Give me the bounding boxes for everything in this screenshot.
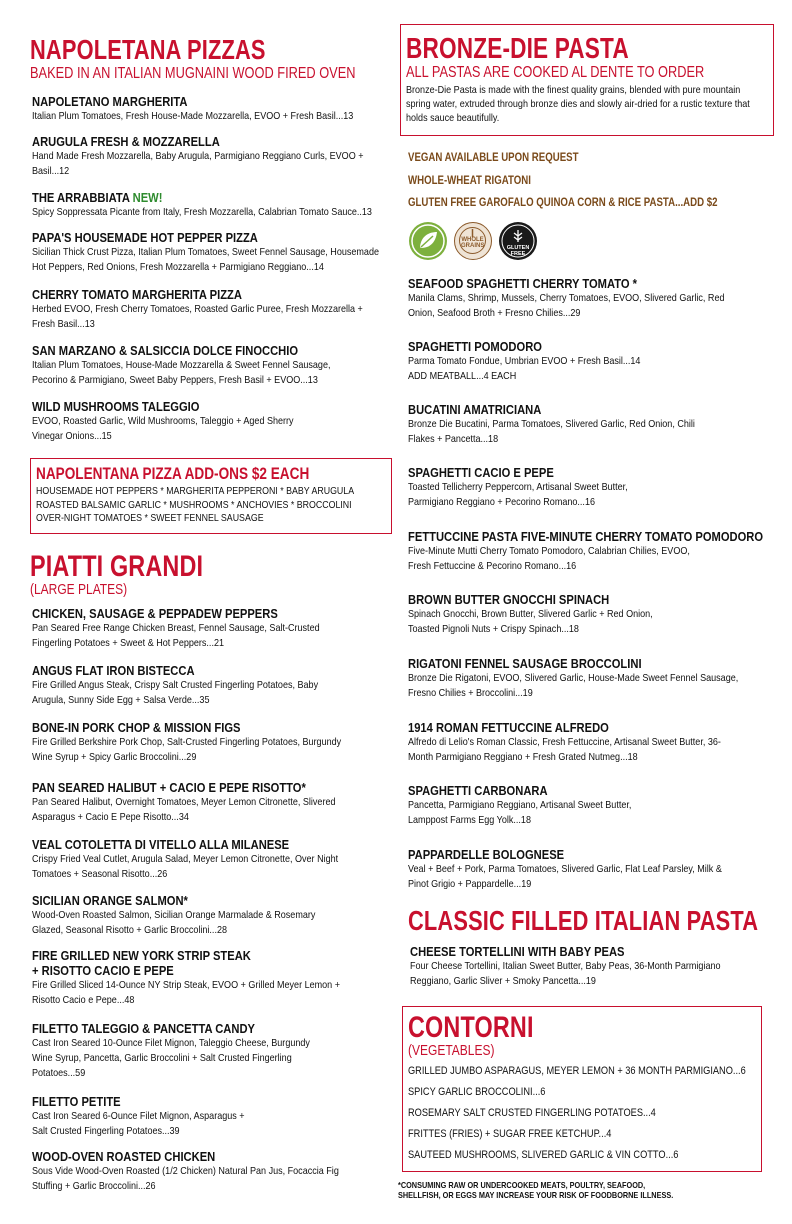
menu-item	[408, 465, 658, 510]
menu-item	[32, 720, 346, 765]
item-name: PAN SEARED HALIBUT + CACIO E PEPE RISOTTO*	[32, 780, 306, 795]
contorni-title: CONTORNI	[408, 1011, 534, 1044]
item-name-line2: + RISOTTO CACIO E PEPE	[32, 963, 174, 978]
gluten-free-icon	[499, 222, 537, 260]
item-name: SPAGHETTI CARBONARA	[408, 783, 548, 798]
note-gluten-free: GLUTEN FREE GAROFALO QUINOA CORN & RICE PASTA...ADD $2	[408, 197, 718, 209]
menu-item	[408, 720, 738, 765]
menu-item	[32, 663, 350, 708]
note-vegan: VEGAN AVAILABLE UPON REQUEST	[408, 152, 579, 164]
menu-item	[408, 656, 764, 701]
item-name: FILETTO PETITE	[32, 1094, 121, 1109]
item-desc: Hand Made Fresh Mozzarella, Baby Arugula, Parmigiano Reggiano Curls, EVOO + Basil...12	[32, 150, 364, 177]
item-desc: Bronze Die Bucatini, Parma Tomatoes, Slivered Garlic, Red Onion, Chili Flakes + Pancetta...18	[408, 418, 695, 445]
contorni-subtitle: (VEGETABLES)	[408, 1042, 495, 1059]
item-name: BROWN BUTTER GNOCCHI SPINACH	[408, 592, 610, 607]
pasta-note	[408, 197, 776, 209]
pasta-title: BRONZE-DIE PASTA	[406, 33, 629, 65]
addons-line: OVER-NIGHT TOMATOES * SWEET FENNEL SAUSAGE	[36, 512, 264, 524]
pasta-intro: Bronze-Die Pasta is made with the finest quality grains, blended with pure mountain spring water, extruded through bronze dies and slowly air-dried for a rustic texture that holds sauce beautifully.	[406, 84, 750, 124]
item-desc: Herbed EVOO, Fresh Cherry Tomatoes, Roasted Garlic Puree, Fresh Mozzarella + Fresh Basil...13	[32, 303, 363, 330]
item-desc: Cast Iron Seared 10-Ounce Filet Mignon, Taleggio Cheese, Burgundy Wine Syrup, Pancetta, Garlic Broccolini + Salt Crusted Fingerling Potatoes...59	[32, 1037, 310, 1079]
item-desc: Manila Clams, Shrimp, Mussels, Cherry Tomatoes, EVOO, Slivered Garlic, Red Onion, Seafood Broth + Fresno Chilies...29	[408, 292, 725, 319]
item-name: SPAGHETTI CACIO E PEPE	[408, 465, 554, 480]
item-name: SICILIAN ORANGE SALMON*	[32, 893, 188, 908]
item-name: ARUGULA FRESH & MOZZARELLA	[32, 134, 220, 149]
gluten-free-label: GLUTEN FREE	[506, 245, 530, 257]
item-name: FILETTO TALEGGIO & PANCETTA CANDY	[32, 1021, 255, 1036]
contorni-item: FRITTES (FRIES) + SUGAR FREE KETCHUP...4	[408, 1128, 612, 1140]
item-name: BONE-IN PORK CHOP & MISSION FIGS	[32, 720, 241, 735]
napoletana-section	[30, 36, 437, 82]
vegan-leaf-icon	[409, 222, 447, 260]
pasta-note	[408, 175, 554, 187]
menu-item	[408, 847, 738, 892]
item-desc: Fire Grilled Angus Steak, Crispy Salt Crusted Fingerling Potatoes, Baby Arugula, Sunny Side Egg + Salsa Verde...35	[32, 679, 319, 706]
menu-item	[32, 606, 342, 651]
item-name: VEAL COTOLETTA DI VITELLO ALLA MILANESE	[32, 837, 290, 852]
item-name-text: THE ARRABBIATA	[32, 190, 130, 205]
food-safety-disclaimer	[398, 1180, 718, 1200]
item-desc: Pan Seared Free Range Chicken Breast, Fennel Sausage, Salt-Crusted Fingerling Potatoes + Sweet & Hot Peppers...21	[32, 622, 320, 649]
item-desc: Cast Iron Seared 6-Ounce Filet Mignon, Asparagus + Salt Crusted Fingerling Potatoes...39	[32, 1110, 245, 1137]
whole-grain-stamp-icon	[454, 222, 492, 260]
napoletana-subtitle: BAKED IN AN ITALIAN MUGNAINI WOOD FIRED OVEN	[30, 65, 356, 82]
menu-item	[32, 1021, 320, 1081]
item-addon: ADD MEATBALL...4 EACH	[408, 370, 517, 382]
addons-line: ROASTED BALSAMIC GARLIC * MUSHROOMS * ANCHOVIES * BROCCOLINI	[36, 498, 352, 511]
item-name: SAN MARZANO & SALSICCIA DOLCE FINOCCHIO	[32, 343, 299, 358]
item-desc: Four Cheese Tortellini, Italian Sweet Butter, Baby Peas, 36-Month Parmigiano Reggiano, Garlic Sliver + Smoky Pancetta...19	[410, 960, 721, 987]
menu-item	[32, 134, 372, 179]
contorni-item: SPICY GARLIC BROCCOLINI...6	[408, 1086, 546, 1098]
addons-title: NAPOLENTANA PIZZA ADD-ONS $2 EACH	[36, 464, 310, 483]
pasta-subtitle: ALL PASTAS ARE COOKED AL DENTE TO ORDER	[406, 64, 705, 81]
item-desc: Pancetta, Parmigiano Reggiano, Artisanal Sweet Butter, Lamppost Farms Egg Yolk...18	[408, 799, 632, 826]
item-desc: Pan Seared Halibut, Overnight Tomatoes, Meyer Lemon Citronette, Slivered Asparagus + Cacio E Pepe Risotto...34	[32, 796, 336, 823]
item-name: CHERRY TOMATO MARGHERITA PIZZA	[32, 287, 242, 302]
menu-item	[32, 1149, 348, 1194]
item-desc: Sicilian Thick Crust Pizza, Italian Plum Tomatoes, Sweet Fennel Sausage, Housemade Hot Peppers, Red Onions, Fresh Mozzarella + Parmigiano Reggiano...14	[32, 246, 379, 273]
item-desc: Bronze Die Rigatoni, EVOO, Slivered Garlic, House-Made Sweet Fennel Sausage, Fresno Chilies + Broccolini...19	[408, 672, 739, 699]
item-desc: Spinach Gnocchi, Brown Butter, Slivered Garlic + Red Onion, Toasted Pignoli Nuts + Crispy Spinach...18	[408, 608, 653, 635]
pasta-note	[408, 152, 611, 164]
item-name: FETTUCCINE PASTA FIVE-MINUTE CHERRY TOMATO POMODORO	[408, 529, 764, 544]
filled-title: CLASSIC FILLED ITALIAN PASTA	[408, 905, 759, 936]
menu-item	[32, 837, 352, 882]
note-whole-wheat: WHOLE-WHEAT RIGATONI	[408, 175, 531, 187]
menu-item	[32, 190, 396, 220]
piatti-section	[30, 552, 252, 598]
item-desc: Sous Vide Wood-Oven Roasted (1/2 Chicken) Natural Pan Jus, Focaccia Fig Stuffing + Garlic Broccolini...26	[32, 1165, 339, 1192]
item-desc: Fire Grilled Sliced 14-Ounce NY Strip Steak, EVOO + Grilled Meyer Lemon + Risotto Cacio e Pepe...48	[32, 979, 340, 1006]
item-name: SPAGHETTI POMODORO	[408, 339, 542, 354]
menu-item	[32, 94, 396, 124]
disclaimer-line: *CONSUMING RAW OR UNDERCOOKED MEATS, POULTRY, SEAFOOD,	[398, 1180, 646, 1190]
pasta-header-box	[400, 24, 774, 136]
addons-line: HOUSEMADE HOT PEPPERS * MARGHERITA PEPPERONI * BABY ARUGULA	[36, 485, 355, 497]
napoletana-title: NAPOLETANA PIZZAS	[30, 34, 266, 65]
item-name: RIGATONI FENNEL SAUSAGE BROCCOLINI	[408, 656, 642, 671]
contorni-item: ROSEMARY SALT CRUSTED FINGERLING POTATOES...4	[408, 1107, 656, 1119]
item-desc: Spicy Soppressata Picante from Italy, Fresh Mozzarella, Calabrian Tomato Sauce..13	[32, 206, 372, 218]
item-desc: EVOO, Roasted Garlic, Wild Mushrooms, Taleggio + Aged Sherry Vinegar Onions...15	[32, 415, 294, 442]
item-desc: Wood-Oven Roasted Salmon, Sicilian Orange Marmalade & Rosemary Glazed, Seasonal Risotto + Garlic Broccolini...28	[32, 909, 316, 936]
menu-item	[410, 944, 760, 989]
addons-box	[30, 458, 392, 534]
menu-item	[32, 287, 368, 332]
item-name: ANGUS FLAT IRON BISTECCA	[32, 663, 195, 678]
item-name: FIRE GRILLED NEW YORK STRIP STEAK	[32, 948, 251, 963]
item-name: PAPPARDELLE BOLOGNESE	[408, 847, 565, 862]
menu-item	[32, 893, 340, 938]
whole-grain-label: WHOLE GRAINS	[461, 237, 485, 249]
menu-item	[408, 276, 754, 321]
menu-item	[32, 343, 368, 388]
menu-item	[408, 529, 764, 574]
item-name: 1914 ROMAN FETTUCCINE ALFREDO	[408, 720, 609, 735]
menu-item	[408, 339, 708, 384]
contorni-item: GRILLED JUMBO ASPARAGUS, MEYER LEMON + 36 MONTH PARMIGIANO...6	[408, 1065, 746, 1077]
item-desc: Veal + Beef + Pork, Parma Tomatoes, Slivered Garlic, Flat Leaf Parsley, Milk & Pinot Grigio + Pappardelle...19	[408, 863, 722, 890]
item-name: BUCATINI AMATRICIANA	[408, 402, 542, 417]
item-desc: Five-Minute Mutti Cherry Tomato Pomodoro, Calabrian Chilies, EVOO, Fresh Fettuccine & Pecorino Romano...16	[408, 545, 690, 572]
piatti-title: PIATTI GRANDI	[30, 550, 204, 583]
item-name: WOOD-OVEN ROASTED CHICKEN	[32, 1149, 216, 1164]
item-name	[32, 190, 345, 205]
contorni-box	[402, 1006, 762, 1172]
new-badge: NEW!	[132, 190, 163, 205]
menu-item	[32, 780, 348, 825]
item-desc: Parma Tomato Fondue, Umbrian EVOO + Fresh Basil...14	[408, 355, 641, 367]
menu-item	[32, 399, 322, 444]
contorni-item: SAUTEED MUSHROOMS, SLIVERED GARLIC & VIN COTTO...6	[408, 1149, 679, 1161]
item-desc: Italian Plum Tomatoes, House-Made Mozzarella & Sweet Fennel Sausage, Pecorino & Parmigiano, Sweet Baby Peppers, Fresh Basil + EVOO...13	[32, 359, 331, 386]
menu-item	[32, 948, 352, 1008]
item-name: NAPOLETANO MARGHERITA	[32, 94, 188, 109]
item-name: PAPA'S HOUSEMADE HOT PEPPER PIZZA	[32, 230, 258, 245]
menu-item	[408, 592, 664, 637]
item-name: SEAFOOD SPAGHETTI CHERRY TOMATO *	[408, 276, 638, 291]
item-desc: Alfredo di Lelio's Roman Classic, Fresh Fettuccine, Artisanal Sweet Butter, 36-Month Parmigiano Reggiano + Fresh Grated Nutmeg...18	[408, 736, 721, 763]
menu-item	[32, 1094, 262, 1139]
disclaimer-line: SHELLFISH, OR EGGS MAY INCREASE YOUR RISK OF FOODBORNE ILLNESS.	[398, 1190, 674, 1200]
item-name: CHEESE TORTELLINI WITH BABY PEAS	[410, 944, 625, 959]
menu-item	[32, 230, 382, 275]
filled-section	[408, 906, 792, 936]
item-desc: Toasted Tellicherry Peppercorn, Artisanal Sweet Butter, Parmigiano Reggiano + Pecorino Romano...16	[408, 481, 628, 508]
item-desc: Italian Plum Tomatoes, Fresh House-Made Mozzarella, EVOO + Fresh Basil...13	[32, 110, 354, 122]
item-name: CHICKEN, SAUSAGE & PEPPADEW PEPPERS	[32, 606, 278, 621]
item-desc: Crispy Fried Veal Cutlet, Arugula Salad, Meyer Lemon Citronette, Over Night Tomatoes + Seasonal Risotto...26	[32, 853, 339, 880]
menu-item	[408, 783, 648, 828]
item-name: WILD MUSHROOMS TALEGGIO	[32, 399, 200, 414]
item-desc: Fire Grilled Berkshire Pork Chop, Salt-Crusted Fingerling Potatoes, Burgundy Wine Syrup + Spicy Garlic Broccolini...29	[32, 736, 342, 763]
menu-item	[408, 402, 704, 447]
piatti-subtitle: (LARGE PLATES)	[30, 581, 128, 598]
